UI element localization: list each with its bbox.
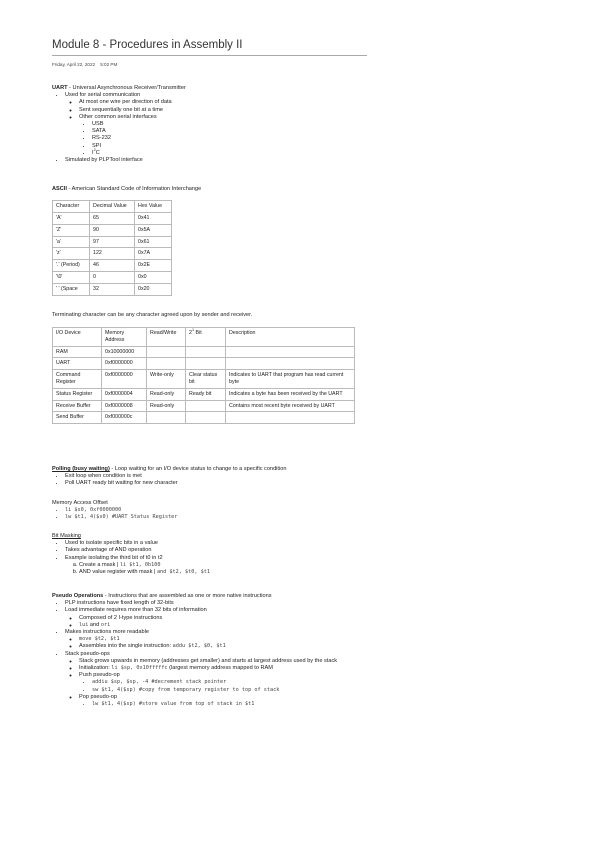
- list-item: • $I^2C$: [92, 150, 552, 157]
- ascii-term: ASCII: [52, 186, 67, 192]
- polling-definition: - Loop waiting for an I/O device status to change to a specific condition: [111, 466, 287, 472]
- list-item: • RS-232: [92, 135, 552, 142]
- code-line: • addiu $sp, $sp, -4 #decrement stack pointer: [92, 679, 552, 686]
- io-section: [52, 327, 552, 424]
- memory-offset-section: [52, 500, 552, 522]
- table-row: Command Register 0xf0000000 Write-only Clear status bit Indicates to UART that program has read current byte: [53, 370, 355, 389]
- code-line: • sw $t1, 4($sp) #copy from temporary register to top of stack: [92, 687, 332, 694]
- table-row: 'Z' 90 0x5A: [53, 224, 172, 236]
- list-item: • Exit loop when condition is met: [65, 473, 552, 480]
- list-item: • Poll UART ready bit waiting for new character: [65, 480, 552, 487]
- table-header-row: I/O Device Memory Address Read/Write $2^1$ Bit Description: [53, 328, 355, 347]
- list-item: ◦ lui and ori: [79, 622, 552, 629]
- pseudo-ops-section: [52, 593, 552, 708]
- list-item: ◦ Assembles into the single instruction: addu $t2, $0, $t1: [79, 643, 552, 650]
- list-item: • Takes advantage of AND operation: [65, 547, 552, 554]
- note-page: [52, 38, 552, 708]
- pseudo-term: Pseudo Operations: [52, 593, 104, 599]
- code-line: • li $s0, 0xf0000000: [65, 507, 552, 514]
- page-title: Module 8 - Procedures in Assembly II: [52, 38, 367, 56]
- table-header-row: Character Decimal Value Hex Value: [53, 201, 172, 213]
- table-row: '.' (Period) 46 0x2E: [53, 260, 172, 272]
- table-row: RAM 0x10000000: [53, 346, 355, 358]
- list-item: ◦ At most one wire per direction of data: [79, 99, 552, 106]
- code-line: • lw $t1, 4($sp) #store value from top of stack in $t1: [92, 701, 552, 708]
- ascii-definition: - American Standard Code of Information Interchange: [68, 186, 202, 192]
- table-row: UART 0xf0000000: [53, 358, 355, 370]
- table-row: 'a' 97 0x61: [53, 236, 172, 248]
- table-row: ' ' (Space 32 0x20: [53, 283, 172, 295]
- list-item: • Simulated by PLPTool interface: [65, 157, 552, 164]
- note-timestamp: [52, 61, 552, 68]
- polling-term: Polling (busy waiting): [52, 466, 110, 472]
- note-time: 5:02 PM: [100, 62, 118, 67]
- list-item: • Makes instructions more readable ◦ move $t2, $t1 ◦ Assembles into the single instruction: addu $t2, $0, $t1: [65, 629, 552, 651]
- terminating-note: Terminating character can be any character agreed upon by sender and receiver.: [52, 312, 253, 318]
- ascii-table: [52, 200, 172, 295]
- table-row: Receive Buffer 0xf0000008 Read-only Contains most recent byte received by UART: [53, 400, 355, 412]
- note-date: Friday, April 22, 2022: [52, 62, 96, 67]
- io-device-table: [52, 327, 355, 424]
- pseudo-definition: - Instructions that are assembled as one or more native instructions: [104, 593, 272, 599]
- table-row: Send Buffer 0xf000000c: [53, 412, 355, 424]
- list-item: a. Create a mask | li $t1, 0b100: [79, 562, 552, 569]
- list-item: ◦ Stack grows upwards in memory (addresses get smaller) and starts at largest address used by the stack: [79, 658, 374, 665]
- list-item: • USB: [92, 121, 552, 128]
- bit-masking-section: [52, 533, 552, 576]
- list-item: • PLP instructions have fixed length of 32-bits: [65, 600, 552, 607]
- table-row: 'z' 122 0x7A: [53, 248, 172, 260]
- list-item: ◦ Pop pseudo-op • lw $t1, 4($sp) #store value from top of stack in $t1: [79, 694, 552, 708]
- list-item: ◦ Sent sequentially one bit at a time: [79, 107, 552, 114]
- list-item: ◦ move $t2, $t1: [79, 636, 552, 643]
- list-item: • SPI: [92, 143, 552, 150]
- bit-masking-heading: Bit Masking: [52, 533, 81, 539]
- list-item: • Load immediate requires more than 32 bits of information ◦ Composed of 2 I-type instructions ◦ lui and ori: [65, 607, 552, 629]
- list-item: ◦ Other common serial interfaces • USB • SATA • RS-232 • SPI • $I^2C$: [79, 114, 552, 157]
- list-item: • Stack pseudo-ops ◦ Stack grows upwards in memory (addresses get smaller) and starts at largest address used by the stack ◦ Initialization: li $sp, 0x10fffffc (largest memory address mapped to RAM ◦ Push pseudo-op • addiu $sp, $sp, -4 #decrement stack pointer • sw $t1, 4($sp) #copy from temporary register to top of stack ◦ Pop pseudo-op • lw $t1, 4($sp) #store value from top of stack in $t1: [65, 651, 552, 709]
- uart-term: UART: [52, 85, 68, 91]
- ascii-section: [52, 186, 552, 296]
- list-item: • SATA: [92, 128, 552, 135]
- polling-section: [52, 466, 552, 488]
- uart-definition: - Universal Asynchronous Receiver/Transmitter: [69, 85, 186, 91]
- list-item: ◦ Initialization: li $sp, 0x10fffffc (largest memory address mapped to RAM: [79, 665, 552, 672]
- list-item: • Used for serial communication ◦ At most one wire per direction of data ◦ Sent sequentially one bit at a time ◦ Other common serial interfaces • USB • SATA • RS-232 • SPI • $I^2C$: [65, 92, 552, 157]
- list-item: ◦ Push pseudo-op • addiu $sp, $sp, -4 #decrement stack pointer • sw $t1, 4($sp) #copy from temporary register to top of stack: [79, 672, 552, 694]
- table-row: Status Register 0xf0000004 Read-only Ready bit Indicates a byte has been received by the UART: [53, 388, 355, 400]
- table-row: '\0' 0 0x0: [53, 271, 172, 283]
- list-item: ◦ Composed of 2 I-type instructions: [79, 615, 552, 622]
- list-item: • Used to isolate specific bits in a value: [65, 540, 552, 547]
- code-line: • lw $t1, 4($s0) #UART Status Register: [65, 514, 552, 521]
- memory-offset-heading: Memory Access Offset: [52, 500, 108, 506]
- uart-section: [52, 85, 552, 164]
- list-item: • Example isolating the third bit of t0 in t2 a. Create a mask | li $t1, 0b100 b. AND value register with mask | and $t2, $t0, $t1: [65, 555, 552, 577]
- list-item: b. AND value register with mask | and $t2, $t0, $t1: [79, 569, 552, 576]
- table-row: 'A' 65 0x41: [53, 213, 172, 225]
